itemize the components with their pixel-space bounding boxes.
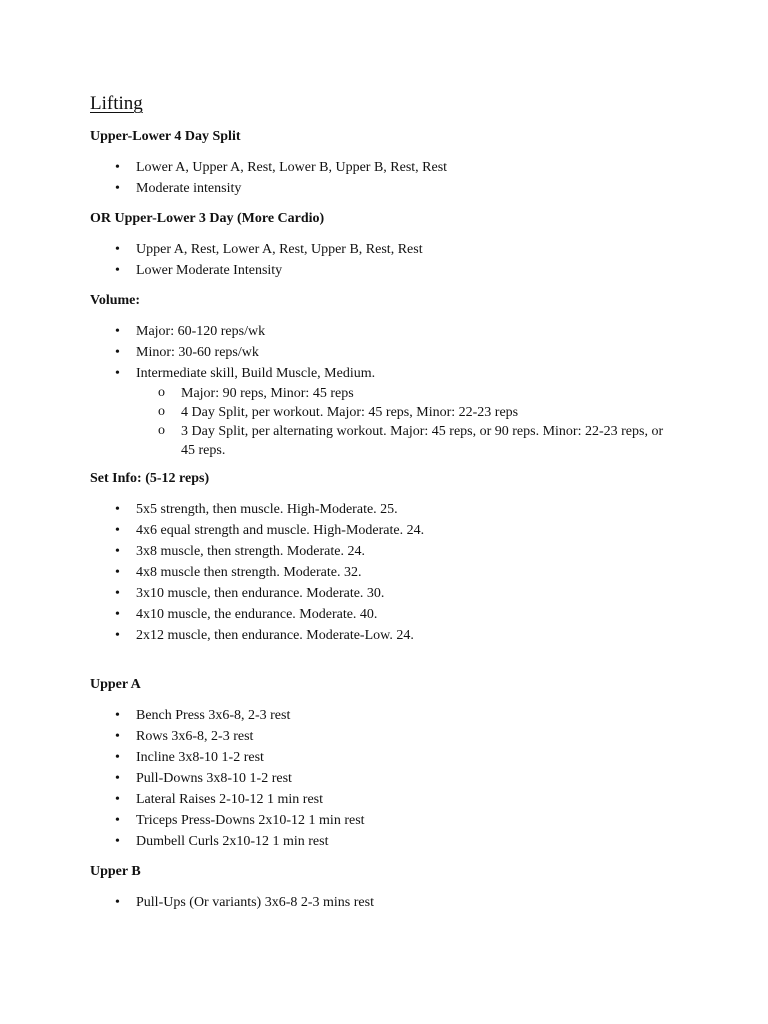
list-item-text: Lower A, Upper A, Rest, Lower B, Upper B, Rest, Rest (136, 160, 448, 175)
section-heading-upper-a: Upper A (90, 677, 141, 692)
bullet-icon: • (115, 565, 120, 580)
bullet-icon: • (115, 708, 120, 723)
bullet-icon: • (115, 895, 120, 910)
list-item-text: Major: 60-120 reps/wk (136, 324, 266, 339)
section-heading-4-day-split: Upper-Lower 4 Day Split (90, 129, 241, 144)
list-item-text: Dumbell Curls 2x10-12 1 min rest (136, 834, 329, 849)
bullet-icon: • (115, 366, 120, 381)
sub-list-item-text: Major: 90 reps, Minor: 45 reps (181, 386, 354, 401)
list-item-text: Upper A, Rest, Lower A, Rest, Upper B, Rest, Rest (136, 242, 423, 257)
bullet-icon: • (115, 834, 120, 849)
sub-list-item-text: 3 Day Split, per alternating workout. Major: 45 reps, or 90 reps. Minor: 22-23 reps, or 45 reps. (181, 424, 664, 458)
list-item-text: 4x6 equal strength and muscle. High-Moderate. 24. (136, 523, 425, 538)
sub-list-item-text: 4 Day Split, per workout. Major: 45 reps, Minor: 22-23 reps (181, 405, 519, 420)
list-item-text: Lower Moderate Intensity (136, 263, 283, 278)
bullet-icon: • (115, 324, 120, 339)
bullet-icon: • (115, 729, 120, 744)
bullet-icon: • (115, 242, 120, 257)
list-item-text: 3x8 muscle, then strength. Moderate. 24. (136, 544, 366, 559)
section-heading-set-info: Set Info: (5-12 reps) (90, 471, 210, 486)
list-item-text: 3x10 muscle, then endurance. Moderate. 30. (136, 586, 385, 601)
list-item-text: 5x5 strength, then muscle. High-Moderate. 25. (136, 502, 398, 517)
list-item-text: Moderate intensity (136, 181, 242, 196)
bullet-icon: • (115, 813, 120, 828)
section-heading-3-day-split: OR Upper-Lower 3 Day (More Cardio) (90, 211, 325, 226)
bullet-icon: • (115, 750, 120, 765)
bullet-icon: • (115, 628, 120, 643)
list-item-text: Pull-Ups (Or variants) 3x6-8 2-3 mins rest (136, 895, 374, 910)
bullet-icon: • (115, 607, 120, 622)
list-item-text: Bench Press 3x6-8, 2-3 rest (136, 708, 291, 723)
bullet-icon: • (115, 181, 120, 196)
bullet-icon: • (115, 544, 120, 559)
bullet-icon: • (115, 160, 120, 175)
circle-bullet-icon: o (158, 423, 165, 438)
bullet-icon: • (115, 792, 120, 807)
circle-bullet-icon: o (158, 385, 165, 400)
list-item-text: Incline 3x8-10 1-2 rest (136, 750, 264, 765)
list-item-text: 4x8 muscle then strength. Moderate. 32. (136, 565, 362, 580)
list-item-text: Triceps Press-Downs 2x10-12 1 min rest (136, 813, 365, 828)
bullet-icon: • (115, 345, 120, 360)
section-heading-volume: Volume: (90, 293, 141, 308)
list-item-text: 2x12 muscle, then endurance. Moderate-Low. 24. (136, 628, 414, 643)
list-item-text: 4x10 muscle, the endurance. Moderate. 40. (136, 607, 378, 622)
bullet-icon: • (115, 771, 120, 786)
bullet-icon: • (115, 263, 120, 278)
circle-bullet-icon: o (158, 404, 165, 419)
bullet-icon: • (115, 523, 120, 538)
bullet-icon: • (115, 586, 120, 601)
list-item-text: Minor: 30-60 reps/wk (136, 345, 259, 360)
list-item-text: Pull-Downs 3x8-10 1-2 rest (136, 771, 292, 786)
list-item-text: Intermediate skill, Build Muscle, Medium. (136, 366, 376, 381)
list-item-text: Lateral Raises 2-10-12 1 min rest (136, 792, 324, 807)
bullet-icon: • (115, 502, 120, 517)
list-item-text: Rows 3x6-8, 2-3 rest (136, 729, 254, 744)
section-heading-upper-b: Upper B (90, 864, 141, 879)
page-title: Lifting (90, 93, 143, 114)
